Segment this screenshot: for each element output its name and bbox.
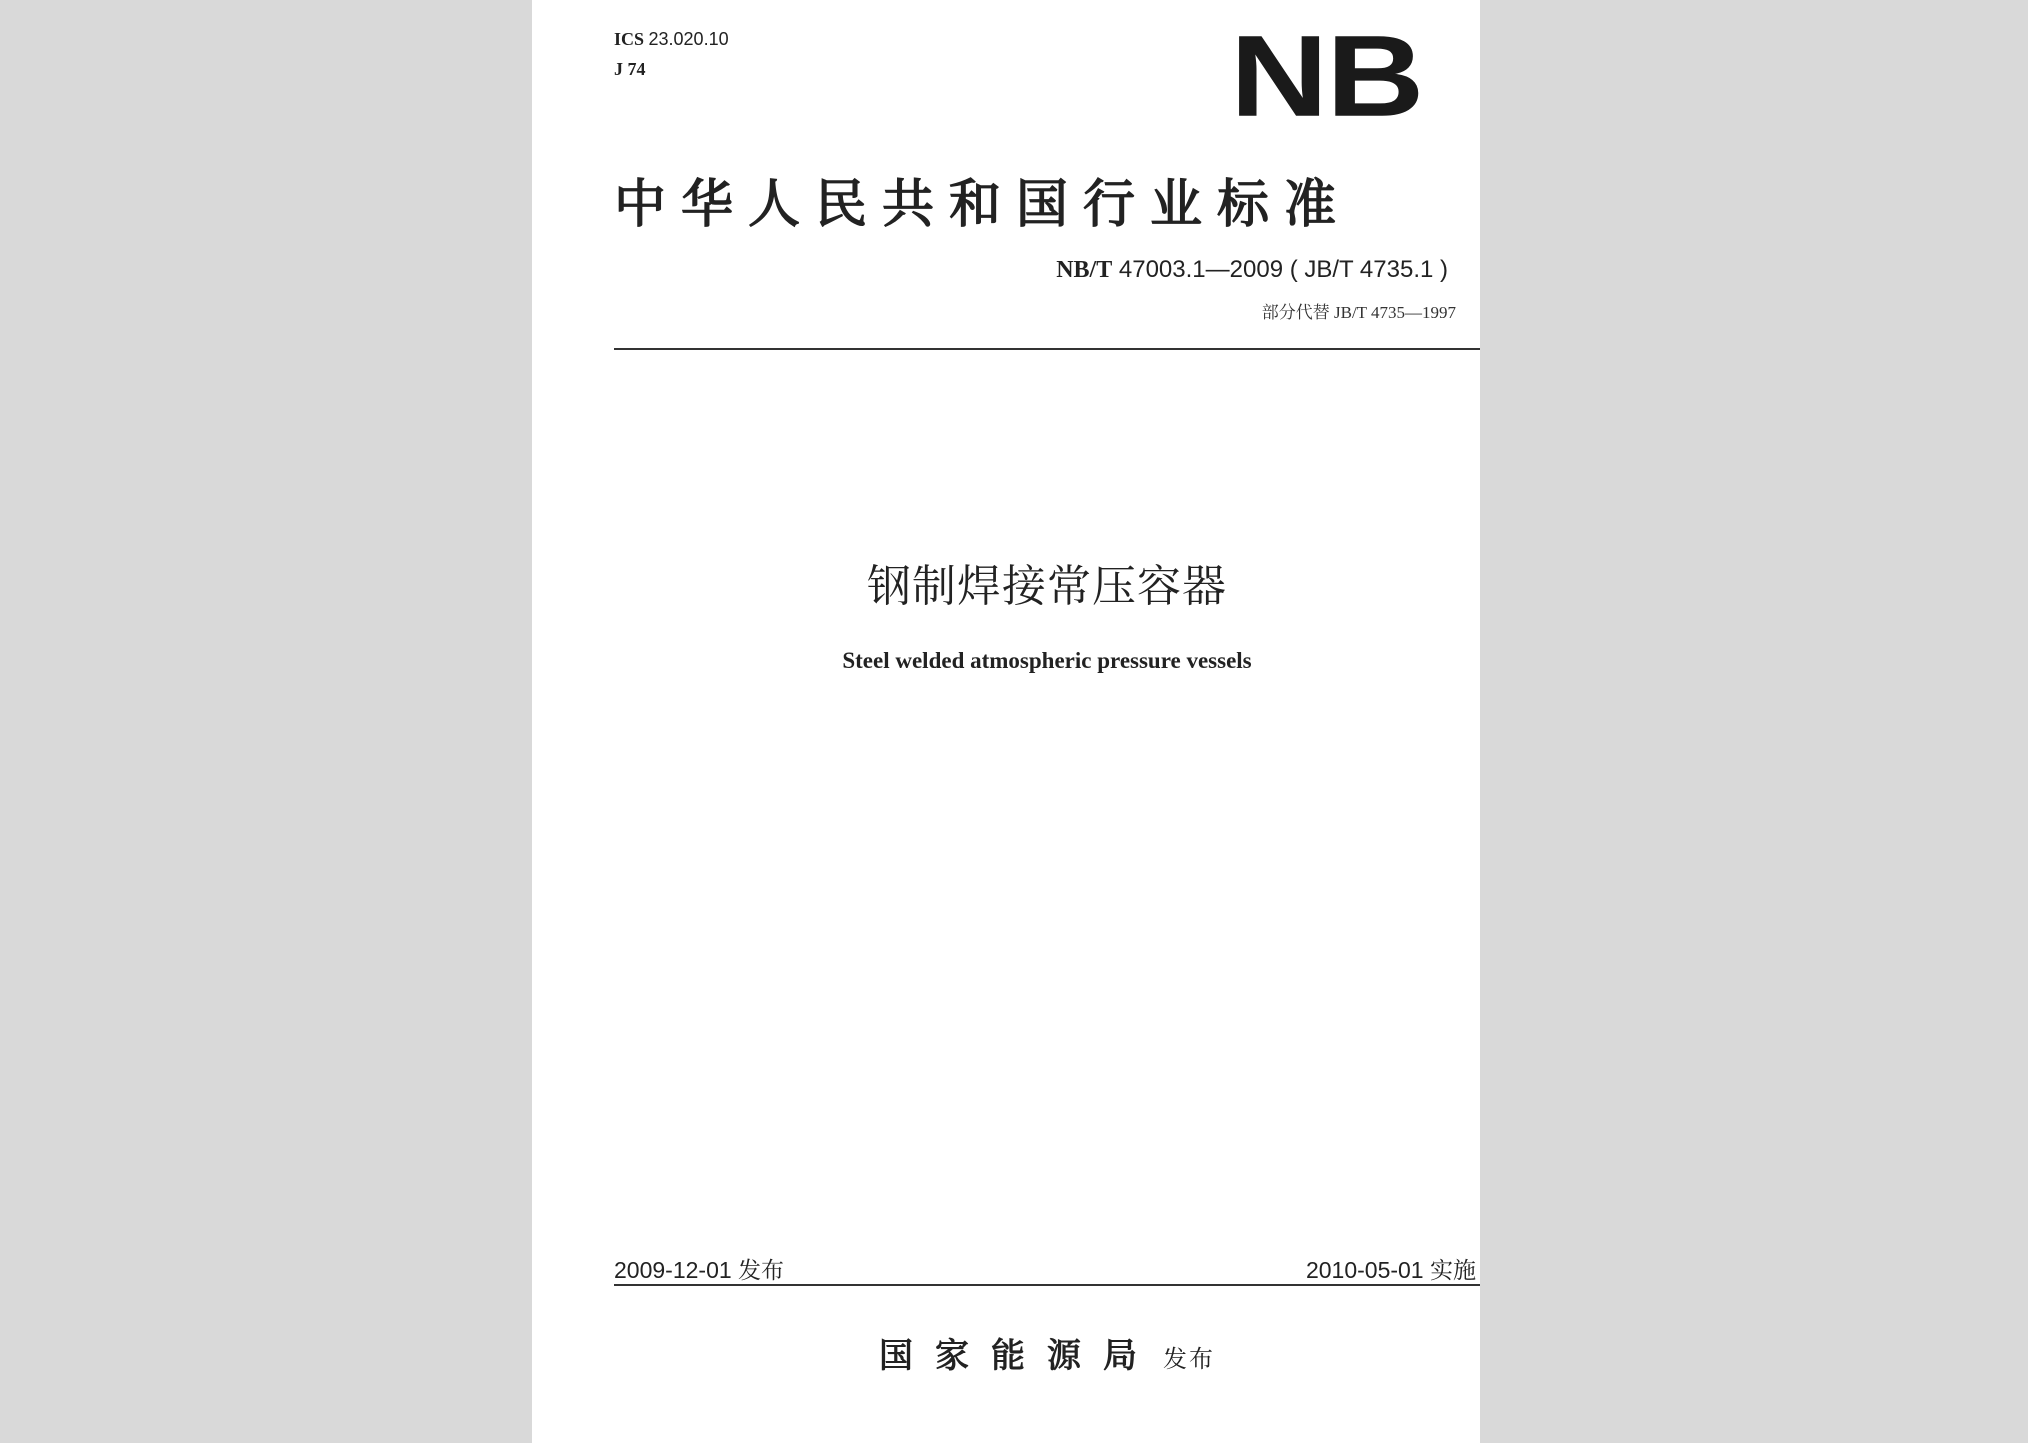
issuer-line: [532, 1328, 1480, 1377]
ics-label: ICS: [614, 29, 645, 49]
issue-date: 2009-12-01 发布: [614, 1257, 785, 1283]
ics-code: 23.020.10: [648, 29, 729, 49]
issuer-organization: 国家能源局: [879, 1336, 1159, 1376]
implementation-date: 2010-05-01 实施: [1305, 1257, 1476, 1283]
classification-block: [614, 24, 729, 84]
issuer-action: 发布: [1163, 1345, 1215, 1373]
standard-number-prefix: NB/T: [1056, 257, 1113, 283]
standard-number-value: 47003.1—2009 ( JB/T 4735.1 ): [1118, 256, 1448, 283]
class-code: J 74: [614, 59, 646, 79]
bottom-divider: [614, 1284, 1480, 1286]
ics-line: [614, 24, 729, 54]
document-title-chinese: 钢制焊接常压容器: [867, 561, 1227, 612]
document-cover-page: [532, 0, 1480, 1443]
replaces-note: 部分代替 JB/T 4735—1997: [1261, 303, 1456, 322]
top-divider: [614, 348, 1480, 350]
standard-category-heading: 中华人民共和国行业标准: [614, 174, 1352, 235]
document-title-english: Steel welded atmospheric pressure vessels: [842, 648, 1252, 673]
nb-logo: NB: [1230, 11, 1423, 141]
standard-number: [1056, 256, 1448, 284]
